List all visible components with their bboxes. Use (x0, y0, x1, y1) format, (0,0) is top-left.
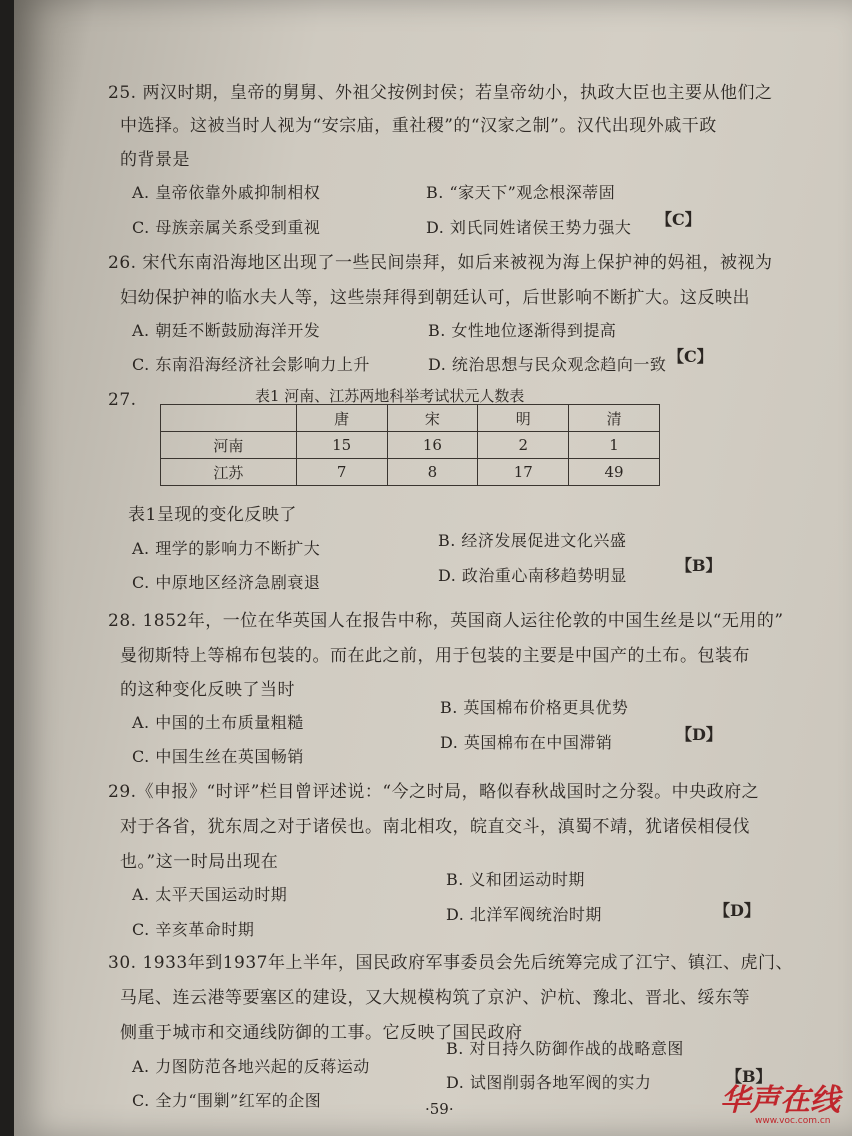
table-cell: 49 (569, 459, 660, 486)
q26-answer: 【C】 (668, 347, 713, 366)
table-header-row (161, 405, 660, 432)
q27-option-c: C. 中原地区经济急剧衰退 (132, 573, 321, 592)
q25-option-d: D. 刘氏同姓诸侯王势力强大 (426, 218, 632, 237)
q29-line-1: 29.《申报》“时评”栏目曾评述说：“今之时局，略似春秋战国时之分裂。中央政府之 (108, 782, 760, 802)
q30-option-c: C. 全力“围剿”红军的企图 (132, 1091, 322, 1110)
table-header-cell: 清 (569, 405, 660, 432)
q27-stem: 表1呈现的变化反映了 (128, 505, 297, 525)
q30-option-b: B. 对日持久防御作战的战略意图 (446, 1039, 684, 1058)
q27-option-a: A. 理学的影响力不断扩大 (132, 539, 321, 558)
q28-option-a: A. 中国的土布质量粗糙 (132, 713, 304, 732)
q26-line-2: 妇幼保护神的临水夫人等，这些崇拜得到朝廷认可，后世影响不断扩大。这反映出 (120, 288, 750, 308)
table-header-cell (161, 405, 297, 432)
q29-answer: 【D】 (714, 901, 760, 920)
q26-line-1: 26. 宋代东南沿海地区出现了一些民间崇拜，如后来被视为海上保护神的妈祖，被视为 (108, 253, 773, 273)
q28-line-1: 28. 1852年，一位在华英国人在报告中称，英国商人运往伦敦的中国生丝是以“无用的” (108, 611, 784, 631)
table-cell: 河南 (161, 432, 297, 459)
q27-number: 27. (108, 390, 137, 410)
q25-option-c: C. 母族亲属关系受到重视 (132, 218, 321, 237)
q28-option-d: D. 英国棉布在中国滞销 (440, 733, 613, 752)
scholar-count-table (160, 404, 660, 486)
watermark-logo: 华声在线 (720, 1083, 840, 1118)
q29-line-2: 对于各省，犹东周之对于诸侯也。南北相攻，皖直交斗，滇蜀不靖，犹诸侯相侵伐 (120, 817, 750, 837)
q29-option-b: B. 义和团运动时期 (446, 870, 585, 889)
q30-line-1: 30. 1933年到1937年上半年，国民政府军事委员会先后统筹完成了江宁、镇江、虎门、 (108, 953, 793, 973)
q25-option-a: A. 皇帝依靠外戚抑制相权 (132, 183, 321, 202)
q29-option-d: D. 北洋军阀统治时期 (446, 905, 602, 924)
q29-option-c: C. 辛亥革命时期 (132, 920, 255, 939)
table-cell: 1 (569, 432, 660, 459)
table-header-cell: 明 (478, 405, 569, 432)
q30-line-2: 马尾、连云港等要塞区的建设，又大规模构筑了京沪、沪杭、豫北、晋北、绥东等 (120, 988, 750, 1008)
watermark-url: www.voc.com.cn (755, 1116, 831, 1126)
table-header-cell: 宋 (387, 405, 478, 432)
table-row (161, 459, 660, 486)
page-number: ·59· (425, 1100, 454, 1118)
q28-answer: 【D】 (676, 725, 722, 744)
q30-option-a: A. 力图防范各地兴起的反蒋运动 (132, 1057, 370, 1076)
q30-answer: 【B】 (726, 1067, 772, 1086)
table-cell: 16 (387, 432, 478, 459)
table-header-cell: 唐 (296, 405, 387, 432)
table-cell: 15 (296, 432, 387, 459)
q26-option-d: D. 统治思想与民众观念趋向一致 (428, 355, 667, 374)
q30-line-3: 侧重于城市和交通线防御的工事。它反映了国民政府 (120, 1023, 523, 1043)
q25-answer: 【C】 (656, 210, 701, 229)
q29-line-3: 也。”这一时局出现在 (120, 852, 279, 872)
table-cell: 8 (387, 459, 478, 486)
q28-line-3: 的这种变化反映了当时 (120, 680, 295, 700)
q26-option-b: B. 女性地位逐渐得到提高 (428, 321, 617, 340)
q28-line-2: 曼彻斯特上等棉布包装的。而在此之前，用于包装的主要是中国产的土布。包装布 (120, 646, 750, 666)
q25-line-1: 25. 两汉时期，皇帝的舅舅、外祖父按例封侯；若皇帝幼小，执政大臣也主要从他们之 (108, 83, 773, 103)
table-caption: 表1 河南、江苏两地科举考试状元人数表 (255, 387, 525, 405)
table-row (161, 432, 660, 459)
q25-option-b: B. “家天下”观念根深蒂固 (426, 183, 616, 202)
q26-option-c: C. 东南沿海经济社会影响力上升 (132, 355, 370, 374)
q28-option-c: C. 中国生丝在英国畅销 (132, 747, 304, 766)
q28-option-b: B. 英国棉布价格更具优势 (440, 698, 629, 717)
q29-option-a: A. 太平天国运动时期 (132, 885, 288, 904)
q25-line-2: 中选择。这被当时人视为“安宗庙，重社稷”的“汉家之制”。汉代出现外戚干政 (120, 116, 717, 136)
q27-option-d: D. 政治重心南移趋势明显 (438, 566, 627, 585)
q25-line-3: 的背景是 (120, 150, 190, 170)
table-cell: 7 (296, 459, 387, 486)
q27-option-b: B. 经济发展促进文化兴盛 (438, 531, 627, 550)
table-cell: 2 (478, 432, 569, 459)
q26-option-a: A. 朝廷不断鼓励海洋开发 (132, 321, 321, 340)
table-cell: 江苏 (161, 459, 297, 486)
q30-option-d: D. 试图削弱各地军阀的实力 (446, 1073, 652, 1092)
table-cell: 17 (478, 459, 569, 486)
q27-answer: 【B】 (676, 556, 722, 575)
